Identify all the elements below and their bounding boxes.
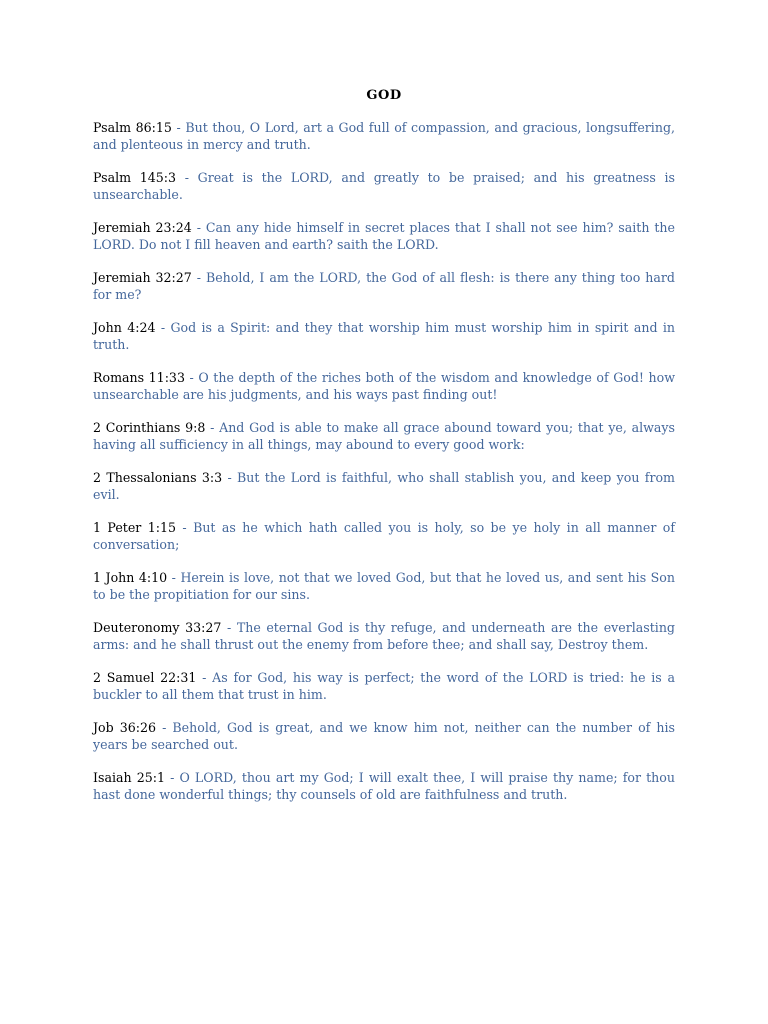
verse-text: But as he which hath called you is holy, so be ye holy in all manner of conversation; [93, 520, 675, 552]
verse-text: Herein is love, not that we loved God, but that he loved us, and sent his Son to be the propitiation for our sins. [93, 570, 676, 602]
verse-separator: - [165, 770, 180, 785]
verse-text: As for God, his way is perfect; the word of the LORD is tried: he is a buckler to all them that trust in him. [93, 670, 675, 702]
verse-separator: - [155, 320, 171, 335]
verse-reference: Isaiah 25:1 [93, 770, 165, 785]
verse-text: God is a Spirit: and they that worship him must worship him in spirit and in truth. [93, 320, 675, 352]
verse-item [93, 769, 675, 803]
verse-reference: Psalm 145:3 [93, 170, 177, 185]
verse-separator: - [196, 670, 213, 685]
verse-reference: Jeremiah 32:27 [93, 270, 192, 285]
verse-reference: 2 Samuel 22:31 [93, 670, 197, 685]
verse-reference: 1 John 4:10 [93, 570, 168, 585]
verse-item [93, 469, 675, 503]
verse-separator: - [191, 270, 206, 285]
verse-item [93, 519, 675, 553]
page-title: GOD [366, 88, 402, 103]
verse-text: And God is able to make all grace abound toward you; that ye, always having all sufficiency in all things, may abound to every good work: [93, 420, 676, 452]
verse-item [93, 119, 675, 153]
verse-reference: Deuteronomy 33:27 [93, 620, 222, 635]
verse-reference: Romans 11:33 [93, 370, 185, 385]
verse-item [93, 269, 675, 303]
verse-separator: - [184, 370, 199, 385]
verse-text: Behold, I am the LORD, the God of all flesh: is there any thing too hard for me? [93, 270, 675, 302]
verse-text: But thou, O Lord, art a God full of compassion, and gracious, longsuffering, and plenteous in mercy and truth. [93, 120, 676, 152]
verse-text: O LORD, thou art my God; I will exalt thee, I will praise thy name; for thou hast done wonderful things; thy counsels of old are faithfulness and truth. [93, 770, 675, 802]
verse-text: Can any hide himself in secret places that I shall not see him? saith the LORD. Do not I fill heaven and earth? saith the LORD. [93, 220, 675, 252]
verse-text: Behold, God is great, and we know him not, neither can the number of his years be searched out. [93, 720, 675, 752]
verse-text: Great is the LORD, and greatly to be praised; and his greatness is unsearchable. [93, 170, 675, 202]
document-page [93, 88, 675, 819]
verse-item [93, 369, 675, 403]
verse-separator: - [205, 420, 220, 435]
verse-text: The eternal God is thy refuge, and underneath are the everlasting arms: and he shall thrust out the enemy from before thee; and shall say, Destroy them. [93, 620, 675, 652]
verse-separator: - [167, 570, 181, 585]
verse-text: O the depth of the riches both of the wisdom and knowledge of God! how unsearchable are his judgments, and his ways past finding out! [93, 370, 676, 402]
verse-separator: - [176, 170, 198, 185]
verse-reference: Job 36:26 [93, 720, 157, 735]
verse-item [93, 719, 675, 753]
verse-item [93, 219, 675, 253]
verse-item [93, 419, 675, 453]
verse-separator: - [222, 470, 238, 485]
verse-reference: 2 Thessalonians 3:3 [93, 470, 223, 485]
verse-text: But the Lord is faithful, who shall stablish you, and keep you from evil. [93, 470, 675, 502]
verse-separator: - [156, 720, 173, 735]
verse-item [93, 669, 675, 703]
verse-item [93, 169, 675, 203]
verse-item [93, 319, 675, 353]
verse-reference: Psalm 86:15 [93, 120, 172, 135]
verse-separator: - [176, 520, 194, 535]
verse-reference: 1 Peter 1:15 [93, 520, 176, 535]
verse-reference: 2 Corinthians 9:8 [93, 420, 206, 435]
verse-separator: - [171, 120, 186, 135]
verse-separator: - [221, 620, 237, 635]
verse-item [93, 619, 675, 653]
verse-reference: John 4:24 [93, 320, 156, 335]
verse-reference: Jeremiah 23:24 [93, 220, 192, 235]
verse-separator: - [191, 220, 206, 235]
verse-item [93, 569, 675, 603]
